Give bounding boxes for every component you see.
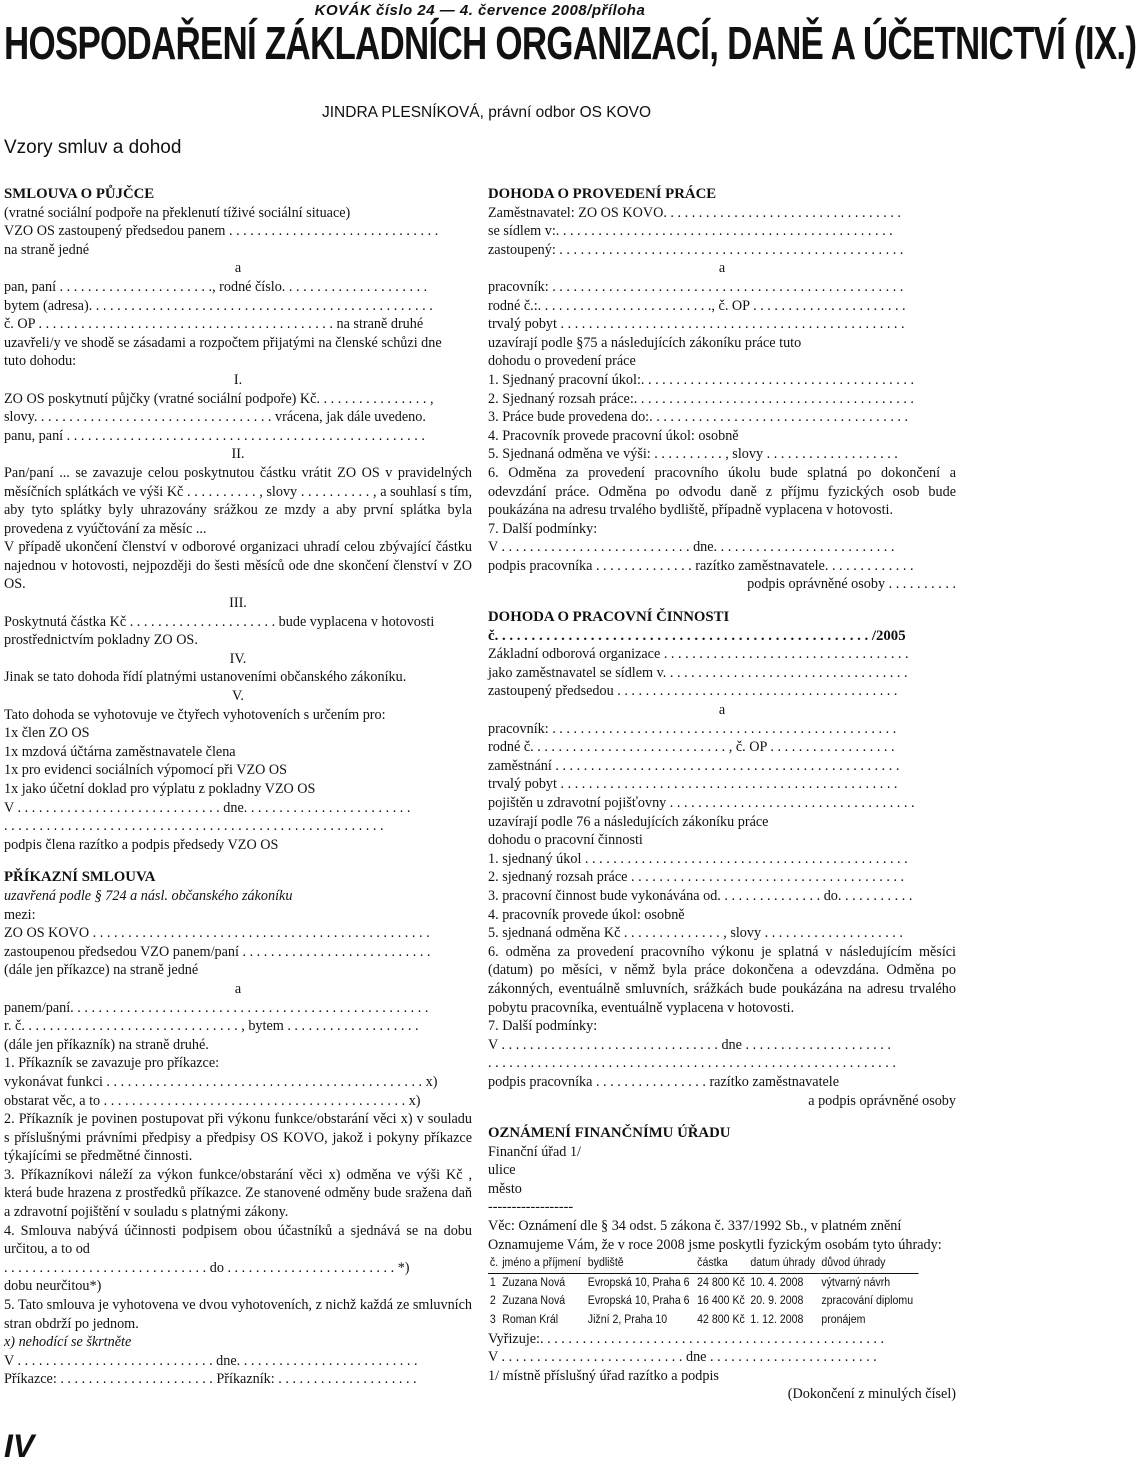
text-line: bytem (adresa). . . . . . . . . . . . . . . . . . . . . . . . . . . . . . . . . . . . . . . . . . . . . . . . .	[4, 297, 433, 314]
table-cell: 16 400 Kč	[697, 1295, 745, 1308]
table-header-cell: bydliště	[586, 1254, 695, 1273]
section-subtitle: Vzory smluv a dohod	[4, 137, 182, 158]
text-line: na straně jedné	[4, 241, 90, 258]
section-heading: č. . . . . . . . . . . . . . . . . . . . . . . . . . . . . . . . . . . . . . . . . . . . . . . . . . . /2005	[488, 627, 906, 644]
text-line: uzavírají podle §75 a následujících zákoníku práce tuto	[488, 334, 802, 351]
text-line: uzavřeli/y ve shodě se zásadami a rozpočtem přijatými na členské schůzi dne	[4, 334, 442, 351]
text-line: (dále jen příkazce) na straně jedné	[4, 962, 199, 979]
text-line: Věc: Oznámení dle § 34 odst. 5 zákona č. 337/1992 Sb., v platném znění	[488, 1218, 902, 1235]
text-line: 5. Sjednaná odměna ve výši: . . . . . . . . . . , slovy . . . . . . . . . . . . . . . . . . .	[488, 446, 898, 463]
text-line: ------------------	[488, 1199, 574, 1216]
text-line: Oznamujeme Vám, že v roce 2008 jsme poskytli fyzickým osobám tyto úhrady:	[488, 1236, 942, 1253]
table-header-cell: důvod úhrady	[820, 1254, 919, 1273]
issue-line: KOVÁK číslo 24 — 4. července 2008/příloha	[314, 2, 646, 19]
text-line: 5. Tato smlouva je vyhotovena ve dvou vyhotoveních, z nichž každá ze smluvních stran obdrží po jednom.	[4, 1297, 472, 1332]
left-column	[4, 185, 472, 1389]
table-cell: Roman Král	[502, 1314, 559, 1327]
text-line: uzavírají podle 76 a následujících zákoníku práce	[488, 813, 769, 830]
section-heading: OZNÁMENÍ FINANČNÍMU ÚŘADU	[488, 1125, 731, 1142]
text-line: 2. sjednaný rozsah práce . . . . . . . . . . . . . . . . . . . . . . . . . . . . . . . . . . . . . . .	[488, 869, 905, 886]
text-line: II.	[231, 446, 245, 463]
table-row	[488, 1311, 919, 1330]
text-line: vykonávat funkci . . . . . . . . . . . . . . . . . . . . . . . . . . . . . . . . . . . . . . . . . . . . . x)	[4, 1073, 438, 1090]
text-line: 7. Další podmínky:	[488, 1018, 598, 1035]
table-cell: zpracování diplomu	[821, 1295, 914, 1308]
text-line: 5. sjednaná odměna Kč . . . . . . . . . . . . . . , slovy . . . . . . . . . . . . . . . . . . . .	[488, 925, 903, 942]
table-cell: Evropská 10, Praha 6	[587, 1276, 690, 1289]
table-cell: 24 800 Kč	[697, 1276, 745, 1289]
table-row	[488, 1292, 919, 1311]
text-line	[488, 594, 956, 608]
text-line: Jinak se tato dohoda řídí platnými ustanoveními občanského zákoníku.	[4, 669, 407, 686]
text-line: ulice	[488, 1162, 516, 1179]
text-line: ZO OS poskytnutí půjčky (vratné sociální podpoře) Kč. . . . . . . . . . . . . . . . ,	[4, 390, 434, 407]
section-heading: PŘÍKAZNÍ SMLOUVA	[4, 869, 156, 886]
text-line: panu, paní . . . . . . . . . . . . . . . . . . . . . . . . . . . . . . . . . . . . . . . . . . . . . . . . . . .	[4, 427, 425, 444]
text-line: (Dokončení z minulých čísel)	[787, 1386, 956, 1403]
table-cell: 42 800 Kč	[697, 1314, 745, 1327]
text-line: slovy. . . . . . . . . . . . . . . . . . . . . . . . . . . . . . . . . . vrácena, jak dále uvedeno.	[4, 409, 426, 426]
text-line: 1. sjednaný úkol . . . . . . . . . . . . . . . . . . . . . . . . . . . . . . . . . . . . . . . . . . . . . .	[488, 850, 908, 867]
text-line: zastoupený: . . . . . . . . . . . . . . . . . . . . . . . . . . . . . . . . . . . . . . . . . . . . . . . . .	[488, 241, 904, 258]
text-line: 4. Smlouva nabývá účinnosti podpisem obou účastníků a sjednává se na dobu určitou, a to od	[4, 1222, 472, 1258]
text-line: podpis pracovníka . . . . . . . . . . . . . . . . razítko zaměstnavatele	[488, 1073, 840, 1090]
table-cell: Zuzana Nová	[502, 1276, 566, 1289]
table-row	[488, 1273, 919, 1292]
table-cell: 20. 9. 2008	[750, 1295, 804, 1308]
text-line: 1x člen ZO OS	[4, 725, 90, 742]
text-line: 3. Práce bude provedena do:. . . . . . . . . . . . . . . . . . . . . . . . . . . . . . . . . . . . .	[488, 409, 909, 426]
text-line: . . . . . . . . . . . . . . . . . . . . . . . . . . . . . do . . . . . . . . . . . . . . . . . . . . . . . . *)	[4, 1259, 410, 1276]
table-cell: 1	[489, 1276, 496, 1289]
text-line: 1. Příkazník se zavazuje pro příkazce:	[4, 1055, 220, 1072]
text-line: dobu neurčitou*)	[4, 1278, 102, 1295]
text-line: jako zaměstnavatel se sídlem v. . . . . . . . . . . . . . . . . . . . . . . . . . . . . . . . . . .	[488, 664, 908, 681]
text-line: (vratné sociální podpoře na překlenutí tíživé sociální situace)	[4, 204, 351, 221]
table-header-cell: č.	[488, 1254, 500, 1273]
text-line: Finanční úřad 1/	[488, 1143, 581, 1160]
text-line: pojištěn u zdravotní pojišťovny . . . . . . . . . . . . . . . . . . . . . . . . . . . . . . . . . . .	[488, 795, 915, 811]
text-line: a	[718, 260, 726, 277]
table-header-cell: datum úhrady	[749, 1254, 820, 1273]
text-line: mezi:	[4, 906, 36, 923]
text-line: se sídlem v:. . . . . . . . . . . . . . . . . . . . . . . . . . . . . . . . . . . . . . . . . . . . . . . .	[488, 223, 893, 240]
text-line: pracovník: . . . . . . . . . . . . . . . . . . . . . . . . . . . . . . . . . . . . . . . . . . . . . . . . .	[488, 720, 897, 737]
text-line: č. OP . . . . . . . . . . . . . . . . . . . . . . . . . . . . . . . . . . . . . . . . . . na straně druhé	[4, 316, 424, 333]
text-line: město	[488, 1180, 522, 1197]
text-line: 7. Další podmínky:	[488, 520, 598, 537]
text-line: zaměstnání . . . . . . . . . . . . . . . . . . . . . . . . . . . . . . . . . . . . . . . . . . . . . . . . .	[488, 757, 900, 774]
text-line: pracovník: . . . . . . . . . . . . . . . . . . . . . . . . . . . . . . . . . . . . . . . . . . . . . . . . . .	[488, 278, 904, 295]
section-heading: DOHODA O PRACOVNÍ ČINNOSTI	[488, 609, 730, 626]
text-line: zastoupenou předsedou VZO panem/paní . . . . . . . . . . . . . . . . . . . . . . . . . . .	[4, 943, 431, 960]
text-line: 3. Příkazníkovi náleží za výkon funkce/obstarání věci x) odměna ve výši Kč , která bude hrazena z prostředků příkazce. Ze stanovené odměny bude sražena daň a zdravotní pojištění v souladu s platnými zákony.	[4, 1166, 472, 1221]
text-line: 6. odměna za provedení pracovního výkonu je splatná v následujícím měsíci (datum) po měsíci, v němž byla práce dokončena a odevzdána. Odměna po zákonných, eventuálně smluvních, srážkách bude poukázána na adresu trvalého pobytu pracovníka, eventuálně vyplacena v hotovosti.	[488, 943, 956, 1016]
text-line: Základní odborová organizace . . . . . . . . . . . . . . . . . . . . . . . . . . . . . . . . . . .	[488, 646, 909, 663]
table-cell: 2	[489, 1295, 496, 1308]
text-line: . . . . . . . . . . . . . . . . . . . . . . . . . . . . . . . . . . . . . . . . . . . . . . . . . . . . . .	[4, 818, 384, 835]
text-line: prostřednictvím pokladny ZO OS.	[4, 632, 198, 649]
text-line: (dále jen příkazník) na straně druhé.	[4, 1036, 209, 1053]
text-line: . . . . . . . . . . . . . . . . . . . . . . . . . . . . . . . . . . . . . . . . . . . . . . . . . . . . . . . . . .	[488, 1055, 896, 1072]
text-line: zastoupený předsedou . . . . . . . . . . . . . . . . . . . . . . . . . . . . . . . . . . . . . . . .	[488, 683, 898, 700]
text-line: x) nehodící se škrtněte	[4, 1334, 132, 1351]
text-line: Zaměstnavatel: ZO OS KOVO. . . . . . . . . . . . . . . . . . . . . . . . . . . . . . . . . .	[488, 204, 901, 221]
text-line: V . . . . . . . . . . . . . . . . . . . . . . . . . . . . . dne. . . . . . . . . . . . . . . . . . . . . . . .	[4, 799, 411, 816]
text-line: Tato dohoda se vyhotovuje ve čtyřech vyhotoveních s určením pro:	[4, 706, 386, 723]
table-cell: 3	[489, 1314, 496, 1327]
text-line: a podpis oprávněné osoby	[808, 1092, 956, 1109]
text-line: I.	[233, 371, 243, 388]
text-line: VZO OS zastoupený předsedou panem . . . . . . . . . . . . . . . . . . . . . . . . . . . . . .	[4, 223, 439, 240]
text-line: rodné č.:. . . . . . . . . . . . . . . . . . . . . . . . ., č. OP . . . . . . . . . . . . . . . . . . . . . .	[488, 297, 906, 314]
table-header-cell: jméno a příjmení	[500, 1254, 586, 1273]
text-line: pan, paní . . . . . . . . . . . . . . . . . . . . . ., rodné číslo. . . . . . . . . . . . . . . . . . . . .	[4, 278, 428, 295]
text-line: III.	[229, 595, 247, 612]
text-line: a	[234, 980, 242, 997]
text-line: V . . . . . . . . . . . . . . . . . . . . . . . . . . . . dne. . . . . . . . . . . . . . . . . . . . . . . . . .	[4, 1352, 418, 1369]
text-line: 2. Příkazník je povinen postupovat při výkonu funkce/obstarání věci x) v souladu s příslušnými právními předpisy a předpisy OS KOVO, jakož i pokyny příkazce týkajícími se předmětné činnosti.	[4, 1111, 472, 1165]
text-line: V.	[232, 688, 244, 705]
table-cell: 1. 12. 2008	[750, 1314, 804, 1327]
text-line: IV.	[229, 650, 247, 667]
text-line: tuto dohodu:	[4, 353, 77, 370]
text-line: 1. Sjednaný pracovní úkol:. . . . . . . . . . . . . . . . . . . . . . . . . . . . . . . . . . . . . . .	[488, 371, 914, 388]
text-line: trvalý pobyt . . . . . . . . . . . . . . . . . . . . . . . . . . . . . . . . . . . . . . . . . . . . . . . .	[488, 776, 898, 793]
text-line	[4, 854, 472, 868]
payments-table	[488, 1254, 919, 1329]
text-line: ZO OS KOVO . . . . . . . . . . . . . . . . . . . . . . . . . . . . . . . . . . . . . . . . . . . . . . . .	[4, 925, 430, 942]
page-title: HOSPODAŘENÍ ZÁKLADNÍCH ORGANIZACÍ, DANĚ A ÚČETNICTVÍ (IX.)	[4, 17, 1136, 69]
table-cell: pronájem	[821, 1314, 866, 1327]
text-line: dohodu o pracovní činnosti	[488, 832, 643, 849]
section-heading: DOHODA O PROVEDENÍ PRÁCE	[488, 186, 717, 202]
text-line: obstarat věc, a to . . . . . . . . . . . . . . . . . . . . . . . . . . . . . . . . . . . . . . . . . . . x)	[4, 1092, 421, 1109]
text-line: a	[234, 260, 242, 277]
table-cell: Zuzana Nová	[502, 1295, 566, 1308]
text-line: 1x pro evidenci sociálních výpomocí při VZO OS	[4, 762, 288, 779]
text-line: 3. pracovní činnost bude vykonávána od. . . . . . . . . . . . . . . do. . . . . . . . . . .	[488, 887, 913, 904]
table-header-row	[488, 1254, 919, 1273]
right-column	[488, 185, 956, 1404]
table-header-cell: částka	[695, 1254, 748, 1273]
text-line: Pan/paní ... se zavazuje celou poskytnutou částku vrátit ZO OS v pravidelných měsíčních splátkách ve výši Kč . . . . . . . . . . , slovy . . . . . . . . . . , a souhlasí s tím, aby tyto splátky byly uhrazovány srážkou ze mzdy a aby první splátka byla provedena z vyúčtování za měsíc ...	[4, 464, 472, 537]
text-line: 2. Sjednaný rozsah práce:. . . . . . . . . . . . . . . . . . . . . . . . . . . . . . . . . . . . . . . .	[488, 390, 914, 407]
text-line: a	[718, 702, 726, 719]
text-line: rodné č. . . . . . . . . . . . . . . . . . . . . . . . . . . . , č. OP . . . . . . . . . . . . . . . . . .	[488, 739, 895, 756]
text-line: Příkazce: . . . . . . . . . . . . . . . . . . . . . . Příkazník: . . . . . . . . . . . . . . . . . . . .	[4, 1371, 417, 1388]
table-cell: Jižní 2, Praha 10	[587, 1314, 668, 1327]
table-cell: Evropská 10, Praha 6	[587, 1295, 690, 1308]
text-line: 1x jako účetní doklad pro výplatu z pokladny VZO OS	[4, 781, 316, 797]
text-line: Vyřizuje:. . . . . . . . . . . . . . . . . . . . . . . . . . . . . . . . . . . . . . . . . . . . . . . . .	[488, 1330, 885, 1347]
text-line: 6. Odměna za provedení pracovního úkolu bude splatná po dokončení a odevzdání práce. Odměna po odvodu daně z příjmu fyzických osob bude poukázána na adresu trvalého bydliště, případně vyplacena v hotovosti.	[488, 464, 956, 519]
text-line: 4. Pracovník provede pracovní úkol: osobně	[488, 427, 739, 444]
text-line: V . . . . . . . . . . . . . . . . . . . . . . . . . . . . . . . dne . . . . . . . . . . . . . . . . . . . . .	[488, 1036, 891, 1053]
table-cell: 10. 4. 2008	[750, 1276, 804, 1289]
text-line: podpis pracovníka . . . . . . . . . . . . . . razítko zaměstnavatele. . . . . . . . . . . . .	[488, 557, 914, 574]
text-line: V . . . . . . . . . . . . . . . . . . . . . . . . . . . dne. . . . . . . . . . . . . . . . . . . . . . . . . .	[488, 539, 895, 556]
text-line: V . . . . . . . . . . . . . . . . . . . . . . . . . . dne . . . . . . . . . . . . . . . . . . . . . . . .	[488, 1349, 877, 1366]
text-line: V případě ukončení členství v odborové organizaci uhradí celou zbývající částku najednou v hotovosti, nejpozději do šesti měsíců ode dne skončení členství v ZO OS.	[4, 539, 472, 593]
text-line: 1/ místně příslušný úřad razítko a podpis	[488, 1367, 719, 1384]
text-line: 4. pracovník provede úkol: osobně	[488, 906, 685, 923]
text-line: Poskytnutá částka Kč . . . . . . . . . . . . . . . . . . . . . bude vyplacena v hotovosti	[4, 613, 435, 630]
text-line: dohodu o provedení práce	[488, 353, 636, 370]
text-line: podpis člena razítko a podpis předsedy VZO OS	[4, 836, 279, 853]
table-cell: výtvarný návrh	[821, 1276, 891, 1289]
author-line: JINDRA PLESNÍKOVÁ, právní odbor OS KOVO	[322, 104, 652, 121]
text-line: podpis oprávněné osoby . . . . . . . . . .	[747, 576, 956, 593]
text-line	[488, 1110, 956, 1124]
text-line: uzavřená podle § 724 a násl. občanského zákoníku	[4, 887, 293, 904]
text-line: r. č. . . . . . . . . . . . . . . . . . . . . . . . . . . . . . . , bytem . . . . . . . . . . . . . . . . . . .	[4, 1018, 419, 1035]
page-number: IV	[4, 1428, 35, 1464]
text-line: trvalý pobyt . . . . . . . . . . . . . . . . . . . . . . . . . . . . . . . . . . . . . . . . . . . . . . . . .	[488, 316, 905, 333]
text-line: panem/paní. . . . . . . . . . . . . . . . . . . . . . . . . . . . . . . . . . . . . . . . . . . . . . . . . . .	[4, 999, 429, 1016]
text-line: 1x mzdová účtárna zaměstnavatele člena	[4, 743, 236, 760]
section-heading: SMLOUVA O PŮJČCE	[4, 186, 155, 202]
